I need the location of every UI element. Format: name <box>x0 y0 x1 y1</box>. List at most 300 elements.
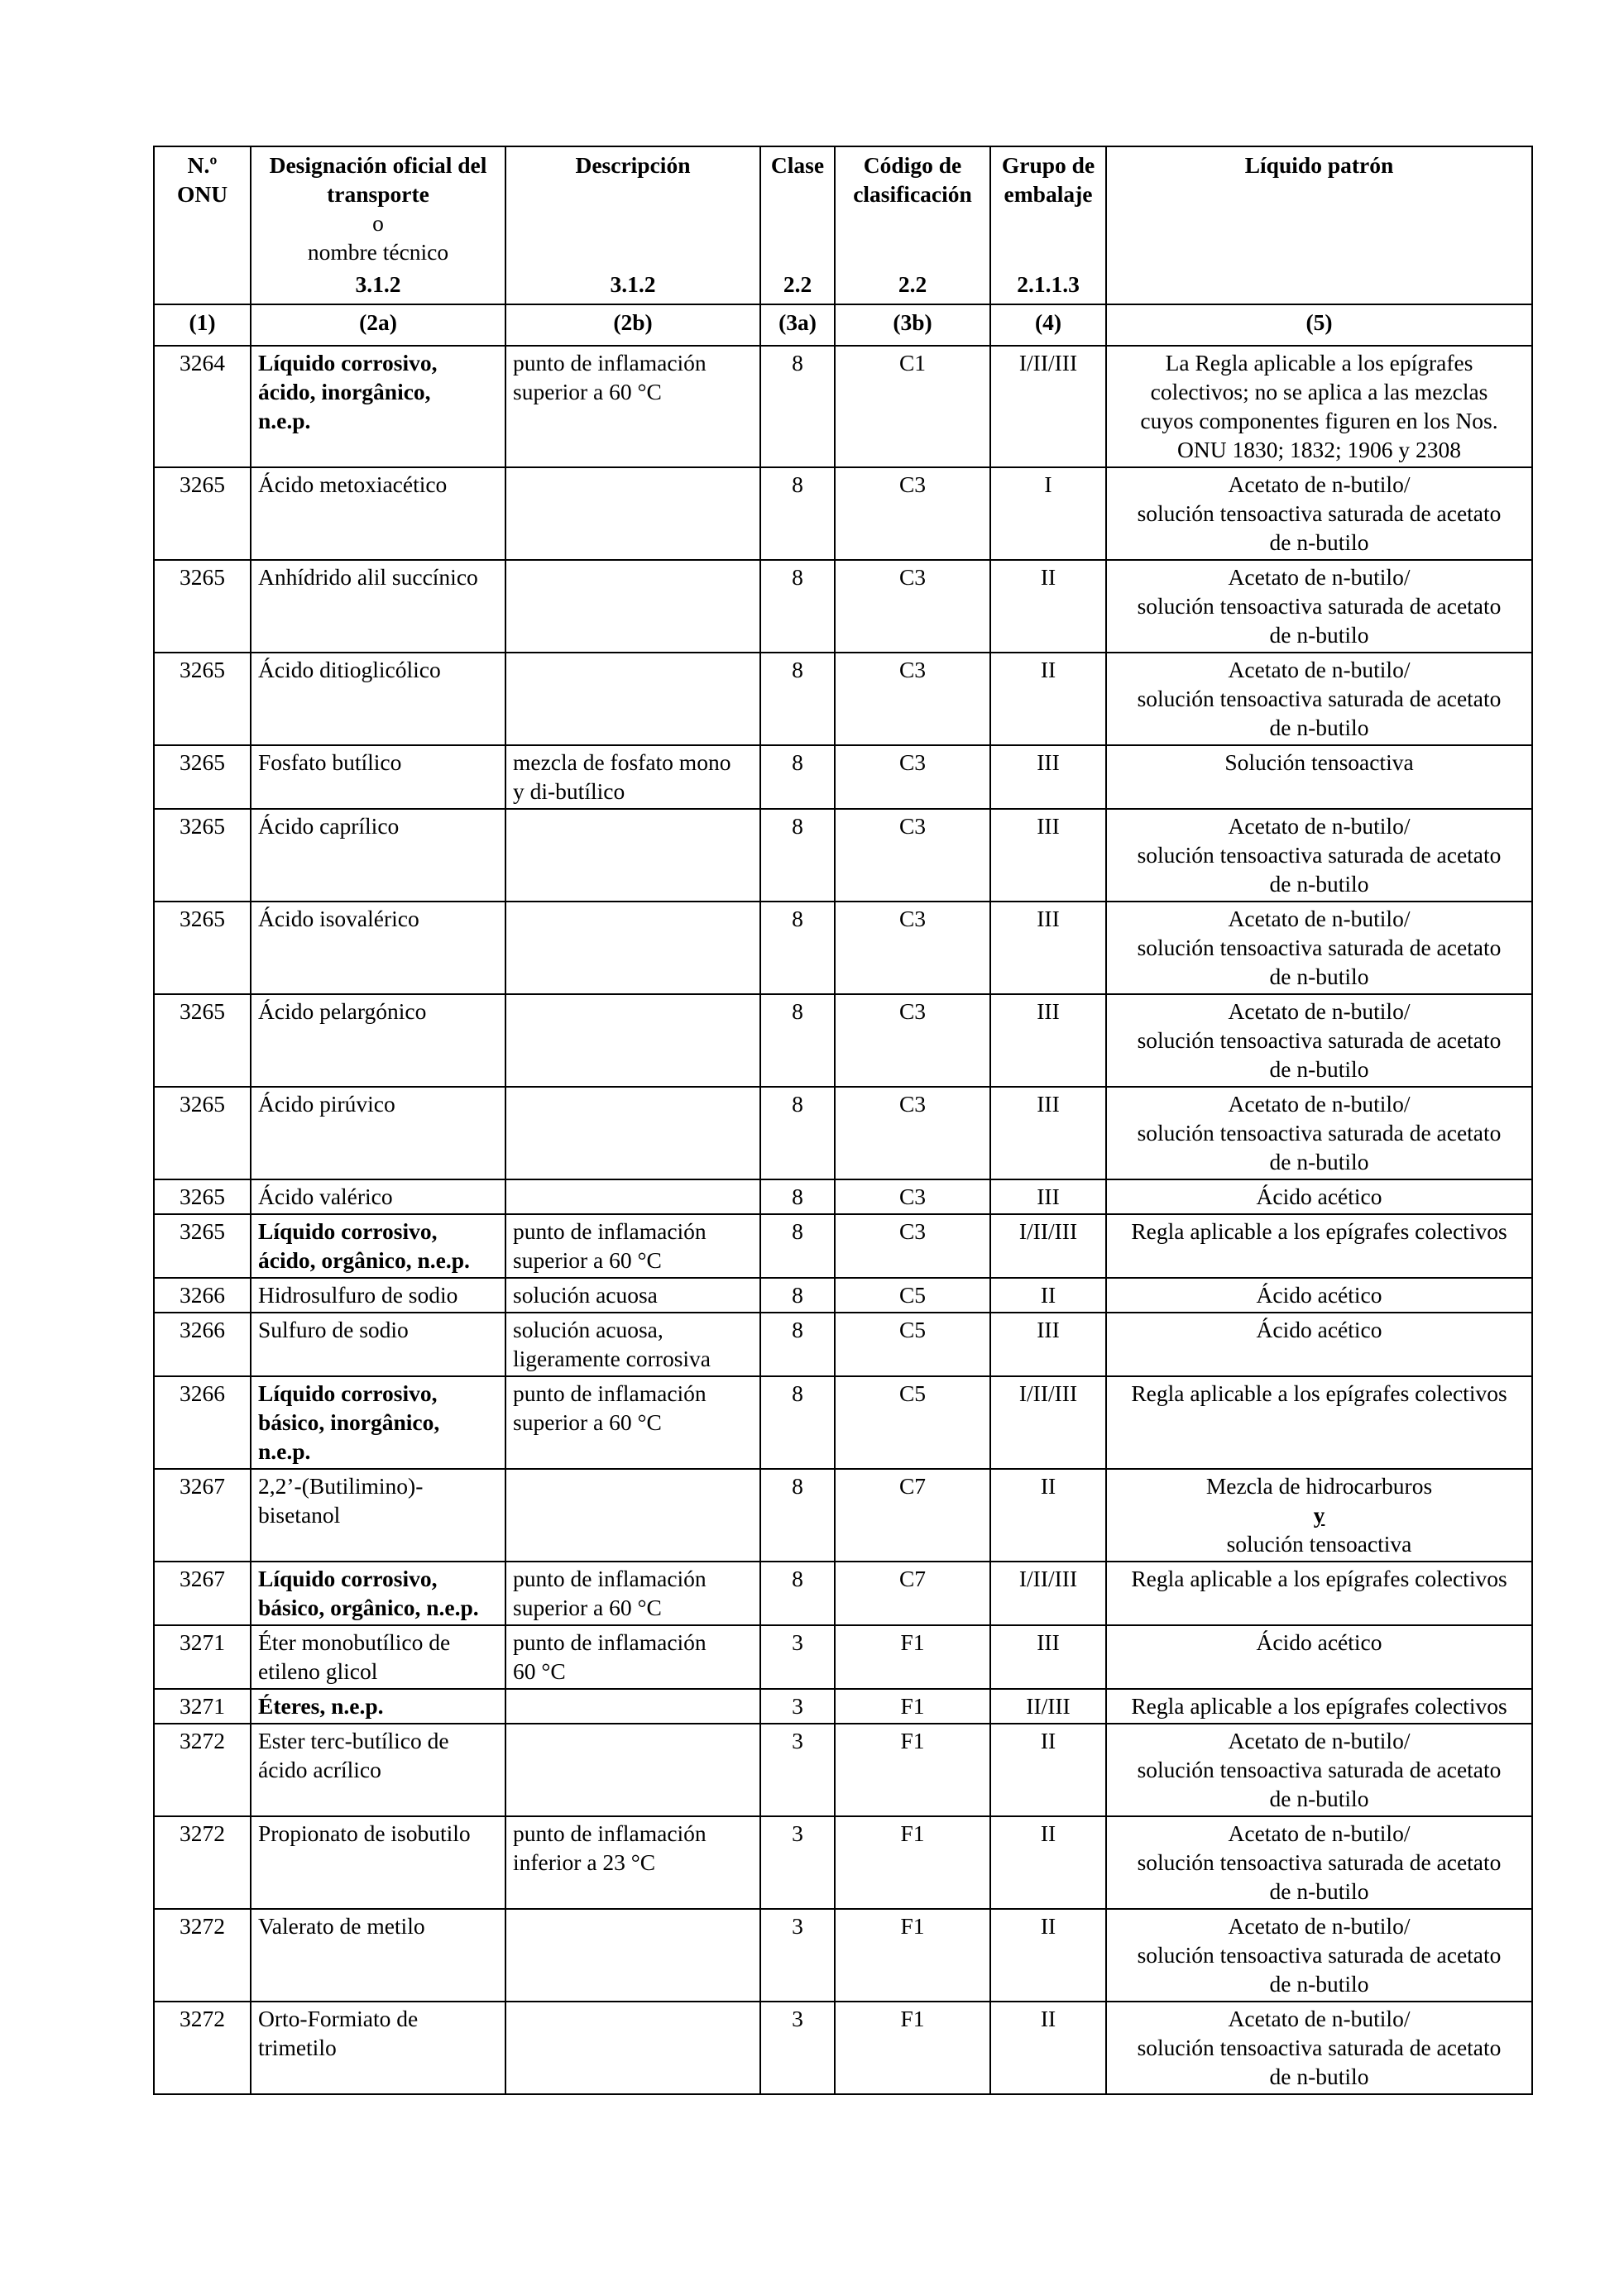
packing-group-cell: II <box>990 653 1106 745</box>
shipping-name-line: Líquido corrosivo, <box>258 1218 438 1244</box>
packing-group-cell: III <box>990 1087 1106 1179</box>
shipping-name-cell <box>251 1816 505 1909</box>
standard-liquid-line: colectivos; no se aplica a las mezclas <box>1150 379 1488 404</box>
description-line: punto de inflamación <box>513 1629 707 1655</box>
standard-liquid-cell <box>1106 902 1532 994</box>
table-row <box>154 346 1532 467</box>
class-cell: 8 <box>760 1469 835 1562</box>
table-row <box>154 653 1532 745</box>
shipping-name-line: n.e.p. <box>258 1438 311 1464</box>
standard-liquid-cell <box>1106 1816 1532 1909</box>
shipping-name-line: ácido, orgânico, n.e.p. <box>258 1247 470 1273</box>
shipping-name-line: Fosfato butílico <box>258 749 402 775</box>
description-line: mezcla de fosfato mono <box>513 749 731 775</box>
shipping-name-cell <box>251 560 505 653</box>
standard-liquid-cell <box>1106 346 1532 467</box>
standard-liquid-line: solución tensoactiva saturada de acetato <box>1137 593 1502 619</box>
class-cell: 3 <box>760 1816 835 1909</box>
class-cell: 3 <box>760 2002 835 2094</box>
standard-liquid-line: de n-butilo <box>1269 622 1369 648</box>
colnum-3a: (3a) <box>760 304 835 346</box>
description-cell <box>505 902 760 994</box>
un-number-cell: 3272 <box>154 1816 251 1909</box>
standard-liquid-line: solución tensoactiva saturada de acetato <box>1137 1942 1502 1968</box>
shipping-name-line: Líquido corrosivo, <box>258 350 438 375</box>
shipping-name-cell <box>251 1562 505 1625</box>
shipping-name-cell <box>251 1278 505 1313</box>
un-number-cell: 3271 <box>154 1689 251 1724</box>
standard-liquid-line: solución tensoactiva saturada de acetato <box>1137 935 1502 960</box>
standard-liquid-line: Ácido acético <box>1256 1317 1382 1342</box>
table-header <box>154 146 1532 346</box>
class-cell: 8 <box>760 902 835 994</box>
table-row <box>154 467 1532 560</box>
description-cell <box>505 2002 760 2094</box>
standard-liquid-cell <box>1106 994 1532 1087</box>
table-row <box>154 1689 1532 1724</box>
packing-group-cell: II <box>990 1909 1106 2002</box>
packing-group-cell: III <box>990 1179 1106 1214</box>
classification-code-cell: F1 <box>835 1816 990 1909</box>
class-cell: 8 <box>760 1179 835 1214</box>
standard-liquid-line: Acetato de n-butilo/ <box>1228 906 1411 931</box>
class-cell: 3 <box>760 1724 835 1816</box>
class-cell: 8 <box>760 467 835 560</box>
shipping-name-line: Propionato de isobutilo <box>258 1820 471 1846</box>
shipping-name-cell <box>251 902 505 994</box>
classification-code-cell: C5 <box>835 1376 990 1469</box>
un-number-cell: 3265 <box>154 809 251 902</box>
description-cell <box>505 1278 760 1313</box>
shipping-name-cell <box>251 1909 505 2002</box>
classification-code-cell: C7 <box>835 1469 990 1562</box>
standard-liquid-line: Solución tensoactiva <box>1224 749 1414 775</box>
standard-liquid-line: de n-butilo <box>1269 1149 1369 1174</box>
header-name-ref: 3.1.2 <box>355 271 401 297</box>
shipping-name-line: Ácido pirúvico <box>258 1091 395 1117</box>
un-number-cell: 3266 <box>154 1278 251 1313</box>
table-row <box>154 902 1532 994</box>
description-line: solución acuosa, <box>513 1317 663 1342</box>
standard-liquid-line: ONU 1830; 1832; 1906 y 2308 <box>1177 437 1461 462</box>
class-cell: 8 <box>760 1562 835 1625</box>
shipping-name-cell <box>251 1469 505 1562</box>
standard-liquid-line: solución tensoactiva saturada de acetato <box>1137 686 1502 711</box>
standard-liquid-line: Regla aplicable a los epígrafes colectivos <box>1131 1566 1507 1591</box>
standard-liquid-line: Acetato de n-butilo/ <box>1228 1091 1411 1117</box>
classification-code-cell: F1 <box>835 1625 990 1689</box>
packing-group-cell: II <box>990 1278 1106 1313</box>
description-cell <box>505 1816 760 1909</box>
header-row <box>154 146 1532 304</box>
table-body <box>154 346 1532 2094</box>
packing-group-cell: III <box>990 809 1106 902</box>
header-liquid-title: Líquido patrón <box>1244 152 1394 178</box>
standard-liquid-line: de n-butilo <box>1269 871 1369 897</box>
un-number-cell: 3267 <box>154 1469 251 1562</box>
header-un-line2: ONU <box>176 181 228 207</box>
shipping-name-cell <box>251 994 505 1087</box>
class-cell: 8 <box>760 994 835 1087</box>
description-line: inferior a 23 °C <box>513 1849 656 1875</box>
shipping-name-line: Sulfuro de sodio <box>258 1317 409 1342</box>
header-code-line1: Código de <box>863 152 962 178</box>
shipping-name-line: trimetilo <box>258 2035 337 2060</box>
description-line: superior a 60 °C <box>513 379 662 404</box>
header-pg-ref: 2.1.1.3 <box>1017 271 1080 297</box>
standard-liquid-cell <box>1106 1689 1532 1724</box>
description-cell <box>505 1313 760 1376</box>
classification-code-cell: C3 <box>835 809 990 902</box>
description-cell <box>505 346 760 467</box>
class-cell: 8 <box>760 745 835 809</box>
standard-liquid-cell <box>1106 1313 1532 1376</box>
standard-liquid-cell <box>1106 1278 1532 1313</box>
header-description <box>505 146 760 304</box>
standard-liquid-line: Ácido acético <box>1256 1282 1382 1308</box>
shipping-name-cell <box>251 1087 505 1179</box>
standard-liquid-line: de n-butilo <box>1269 1786 1369 1811</box>
shipping-name-cell <box>251 1625 505 1689</box>
standard-liquid-cell <box>1106 745 1532 809</box>
standard-liquid-line: Acetato de n-butilo/ <box>1228 1913 1411 1939</box>
standard-liquid-line: solución tensoactiva saturada de acetato <box>1137 500 1502 526</box>
un-number-cell: 3265 <box>154 467 251 560</box>
shipping-name-cell <box>251 1179 505 1214</box>
packing-group-cell: III <box>990 1625 1106 1689</box>
class-cell: 3 <box>760 1689 835 1724</box>
standard-liquid-line: La Regla aplicable a los epígrafes <box>1165 350 1473 375</box>
header-code-line2: clasificación <box>853 181 972 207</box>
description-cell <box>505 1087 760 1179</box>
shipping-name-line: Éter monobutílico de <box>258 1629 451 1655</box>
un-number-cell: 3272 <box>154 1724 251 1816</box>
un-number-cell: 3265 <box>154 1214 251 1278</box>
header-class <box>760 146 835 304</box>
packing-group-cell: II <box>990 1724 1106 1816</box>
shipping-name-line: básico, inorgânico, <box>258 1409 440 1435</box>
shipping-name-cell <box>251 745 505 809</box>
packing-group-cell: II <box>990 560 1106 653</box>
shipping-name-line: 2,2’-(Butilimino)- <box>258 1473 424 1499</box>
standard-liquid-line: Ácido acético <box>1256 1184 1382 1209</box>
classification-code-cell: C5 <box>835 1313 990 1376</box>
un-number-cell: 3265 <box>154 1087 251 1179</box>
header-un-number <box>154 146 251 304</box>
standard-liquid-line: y <box>1313 1502 1325 1528</box>
colnum-4: (4) <box>990 304 1106 346</box>
standard-liquids-table <box>153 146 1533 2095</box>
description-cell <box>505 653 760 745</box>
standard-liquid-cell <box>1106 809 1532 902</box>
class-cell: 8 <box>760 1376 835 1469</box>
standard-liquid-line: Acetato de n-butilo/ <box>1228 471 1411 497</box>
packing-group-cell: III <box>990 1313 1106 1376</box>
description-cell <box>505 1469 760 1562</box>
standard-liquid-line: Acetato de n-butilo/ <box>1228 2006 1411 2031</box>
standard-liquid-line: de n-butilo <box>1269 1971 1369 1997</box>
standard-liquid-cell <box>1106 467 1532 560</box>
colnum-5: (5) <box>1106 304 1532 346</box>
table-row <box>154 560 1532 653</box>
shipping-name-line: n.e.p. <box>258 408 311 433</box>
description-cell <box>505 1724 760 1816</box>
shipping-name-line: Ácido metoxiacético <box>258 471 448 497</box>
classification-code-cell: C5 <box>835 1278 990 1313</box>
column-number-row <box>154 304 1532 346</box>
shipping-name-line: Ácido isovalérico <box>258 906 419 931</box>
header-shipping-name <box>251 146 505 304</box>
standard-liquid-cell <box>1106 653 1532 745</box>
standard-liquid-line: solución tensoactiva saturada de acetato <box>1137 1849 1502 1875</box>
shipping-name-line: Ácido valérico <box>258 1184 393 1209</box>
packing-group-cell: III <box>990 745 1106 809</box>
un-number-cell: 3266 <box>154 1313 251 1376</box>
un-number-cell: 3272 <box>154 1909 251 2002</box>
description-line: punto de inflamación <box>513 1820 707 1846</box>
table-row <box>154 1087 1532 1179</box>
description-cell <box>505 560 760 653</box>
un-number-cell: 3266 <box>154 1376 251 1469</box>
standard-liquid-line: solución tensoactiva saturada de acetato <box>1137 1120 1502 1146</box>
standard-liquid-line: Acetato de n-butilo/ <box>1228 813 1411 839</box>
class-cell: 8 <box>760 346 835 467</box>
table-row <box>154 1376 1532 1469</box>
standard-liquid-line: solución tensoactiva saturada de acetato <box>1137 2035 1502 2060</box>
class-cell: 3 <box>760 1625 835 1689</box>
standard-liquid-cell <box>1106 1562 1532 1625</box>
standard-liquid-cell <box>1106 1909 1532 2002</box>
table-row <box>154 994 1532 1087</box>
un-number-cell: 3271 <box>154 1625 251 1689</box>
description-line: punto de inflamación <box>513 350 707 375</box>
colnum-3b: (3b) <box>835 304 990 346</box>
un-number-cell: 3265 <box>154 560 251 653</box>
description-line: 60 °C <box>513 1658 566 1684</box>
standard-liquid-line: Mezcla de hidrocarburos <box>1205 1473 1433 1499</box>
table-row <box>154 1278 1532 1313</box>
shipping-name-line: ácido acrílico <box>258 1757 381 1782</box>
description-cell <box>505 467 760 560</box>
packing-group-cell: III <box>990 994 1106 1087</box>
shipping-name-line: Ácido ditioglicólico <box>258 657 441 682</box>
class-cell: 8 <box>760 1313 835 1376</box>
table-row <box>154 745 1532 809</box>
description-cell <box>505 1689 760 1724</box>
class-cell: 8 <box>760 560 835 653</box>
un-number-cell: 3272 <box>154 2002 251 2094</box>
table-row <box>154 1214 1532 1278</box>
table-row <box>154 809 1532 902</box>
description-line: punto de inflamación <box>513 1566 707 1591</box>
shipping-name-line: Líquido corrosivo, <box>258 1380 438 1406</box>
standard-liquid-line: solución tensoactiva saturada de acetato <box>1137 1027 1502 1053</box>
shipping-name-cell <box>251 1313 505 1376</box>
standard-liquid-cell <box>1106 1469 1532 1562</box>
standard-liquid-cell <box>1106 1724 1532 1816</box>
description-cell <box>505 1214 760 1278</box>
standard-liquid-cell <box>1106 1376 1532 1469</box>
standard-liquid-line: Acetato de n-butilo/ <box>1228 657 1411 682</box>
packing-group-cell: II/III <box>990 1689 1106 1724</box>
standard-liquid-cell <box>1106 1087 1532 1179</box>
class-cell: 8 <box>760 1214 835 1278</box>
header-class-title: Clase <box>770 152 825 178</box>
shipping-name-line: básico, orgânico, n.e.p. <box>258 1595 479 1620</box>
standard-liquid-line: Regla aplicable a los epígrafes colectivos <box>1131 1218 1507 1244</box>
description-cell <box>505 1909 760 2002</box>
description-cell <box>505 745 760 809</box>
standard-liquid-line: de n-butilo <box>1269 1056 1369 1082</box>
description-cell <box>505 994 760 1087</box>
classification-code-cell: C3 <box>835 994 990 1087</box>
table-row <box>154 1909 1532 2002</box>
standard-liquid-line: Acetato de n-butilo/ <box>1228 564 1411 590</box>
table-row <box>154 2002 1532 2094</box>
standard-liquid-line: solución tensoactiva <box>1226 1531 1412 1557</box>
header-pg-line1: Grupo de <box>1001 152 1095 178</box>
header-code-ref: 2.2 <box>898 271 927 297</box>
standard-liquid-cell <box>1106 1214 1532 1278</box>
header-name-line3: o <box>372 210 384 236</box>
class-cell: 8 <box>760 809 835 902</box>
class-cell: 8 <box>760 1087 835 1179</box>
class-cell: 3 <box>760 1909 835 2002</box>
classification-code-cell: F1 <box>835 1909 990 2002</box>
description-cell <box>505 1376 760 1469</box>
classification-code-cell: C3 <box>835 745 990 809</box>
classification-code-cell: C7 <box>835 1562 990 1625</box>
shipping-name-line: Anhídrido alil succínico <box>258 564 478 590</box>
packing-group-cell: I/II/III <box>990 1376 1106 1469</box>
standard-liquid-line: cuyos componentes figuren en los Nos. <box>1140 408 1498 433</box>
standard-liquid-line: de n-butilo <box>1269 529 1369 555</box>
shipping-name-cell <box>251 346 505 467</box>
shipping-name-line: Orto-Formiato de <box>258 2006 419 2031</box>
standard-liquid-line: solución tensoactiva saturada de acetato <box>1137 842 1502 868</box>
packing-group-cell: II <box>990 2002 1106 2094</box>
classification-code-cell: C3 <box>835 653 990 745</box>
header-name-line1: Designación oficial del <box>269 152 487 178</box>
standard-liquid-line: de n-butilo <box>1269 1878 1369 1904</box>
shipping-name-line: bisetanol <box>258 1502 341 1528</box>
standard-liquid-line: Acetato de n-butilo/ <box>1228 1728 1411 1753</box>
shipping-name-cell <box>251 2002 505 2094</box>
standard-liquid-line: de n-butilo <box>1269 715 1369 740</box>
classification-code-cell: F1 <box>835 1724 990 1816</box>
standard-liquid-line: Acetato de n-butilo/ <box>1228 1820 1411 1846</box>
header-packing-group <box>990 146 1106 304</box>
classification-code-cell: F1 <box>835 2002 990 2094</box>
standard-liquid-cell <box>1106 560 1532 653</box>
header-un-line1: N.º <box>187 152 218 178</box>
shipping-name-line: Valerato de metilo <box>258 1913 425 1939</box>
standard-liquid-line: solución tensoactiva saturada de acetato <box>1137 1757 1502 1782</box>
description-line: punto de inflamación <box>513 1218 707 1244</box>
classification-code-cell: C1 <box>835 346 990 467</box>
class-cell: 8 <box>760 653 835 745</box>
shipping-name-line: Ester terc-butílico de <box>258 1728 449 1753</box>
description-line: superior a 60 °C <box>513 1409 662 1435</box>
shipping-name-cell <box>251 1724 505 1816</box>
shipping-name-line: ácido, inorgânico, <box>258 379 431 404</box>
packing-group-cell: I/II/III <box>990 346 1106 467</box>
shipping-name-cell <box>251 1214 505 1278</box>
packing-group-cell: III <box>990 902 1106 994</box>
un-number-cell: 3265 <box>154 653 251 745</box>
table-row <box>154 1313 1532 1376</box>
standard-liquid-line: de n-butilo <box>1269 964 1369 989</box>
standard-liquid-line: Regla aplicable a los epígrafes colectivos <box>1131 1693 1507 1719</box>
table-row <box>154 1179 1532 1214</box>
description-cell <box>505 1625 760 1689</box>
header-name-line4: nombre técnico <box>307 239 449 265</box>
header-description-ref: 3.1.2 <box>610 271 656 297</box>
packing-group-cell: II <box>990 1816 1106 1909</box>
standard-liquid-cell <box>1106 1625 1532 1689</box>
un-number-cell: 3265 <box>154 994 251 1087</box>
shipping-name-cell <box>251 1376 505 1469</box>
class-cell: 8 <box>760 1278 835 1313</box>
standard-liquid-cell <box>1106 1179 1532 1214</box>
classification-code-cell: C3 <box>835 1179 990 1214</box>
header-pg-line2: embalaje <box>1004 181 1093 207</box>
shipping-name-line: Éteres, n.e.p. <box>258 1693 384 1719</box>
shipping-name-line: Ácido caprílico <box>258 813 400 839</box>
colnum-1: (1) <box>154 304 251 346</box>
description-line: superior a 60 °C <box>513 1247 662 1273</box>
description-line: ligeramente corrosiva <box>513 1346 711 1371</box>
standard-liquid-line: Regla aplicable a los epígrafes colectivos <box>1131 1380 1507 1406</box>
standard-liquid-line: de n-butilo <box>1269 2064 1369 2089</box>
description-cell <box>505 1562 760 1625</box>
colnum-2a: (2a) <box>251 304 505 346</box>
description-line: solución acuosa <box>513 1282 658 1308</box>
shipping-name-cell <box>251 653 505 745</box>
classification-code-cell: C3 <box>835 1214 990 1278</box>
packing-group-cell: I/II/III <box>990 1562 1106 1625</box>
shipping-name-cell <box>251 809 505 902</box>
header-name-line2: transporte <box>327 181 429 207</box>
header-standard-liquid <box>1106 146 1532 304</box>
un-number-cell: 3265 <box>154 902 251 994</box>
colnum-2b: (2b) <box>505 304 760 346</box>
shipping-name-line: Líquido corrosivo, <box>258 1566 438 1591</box>
header-description-title: Descripción <box>575 152 691 178</box>
header-class-ref: 2.2 <box>783 271 812 297</box>
table-row <box>154 1625 1532 1689</box>
un-number-cell: 3265 <box>154 745 251 809</box>
classification-code-cell: F1 <box>835 1689 990 1724</box>
un-number-cell: 3265 <box>154 1179 251 1214</box>
classification-code-cell: C3 <box>835 560 990 653</box>
shipping-name-line: Ácido pelargónico <box>258 998 427 1024</box>
table-row <box>154 1469 1532 1562</box>
un-number-cell: 3267 <box>154 1562 251 1625</box>
packing-group-cell: I/II/III <box>990 1214 1106 1278</box>
table-row <box>154 1816 1532 1909</box>
packing-group-cell: II <box>990 1469 1106 1562</box>
shipping-name-cell <box>251 467 505 560</box>
description-cell <box>505 1179 760 1214</box>
shipping-name-line: Hidrosulfuro de sodio <box>258 1282 458 1308</box>
table-row <box>154 1562 1532 1625</box>
un-number-cell: 3264 <box>154 346 251 467</box>
header-classification-code <box>835 146 990 304</box>
description-line: superior a 60 °C <box>513 1595 662 1620</box>
shipping-name-line: etileno glicol <box>258 1658 378 1684</box>
table-row <box>154 1724 1532 1816</box>
